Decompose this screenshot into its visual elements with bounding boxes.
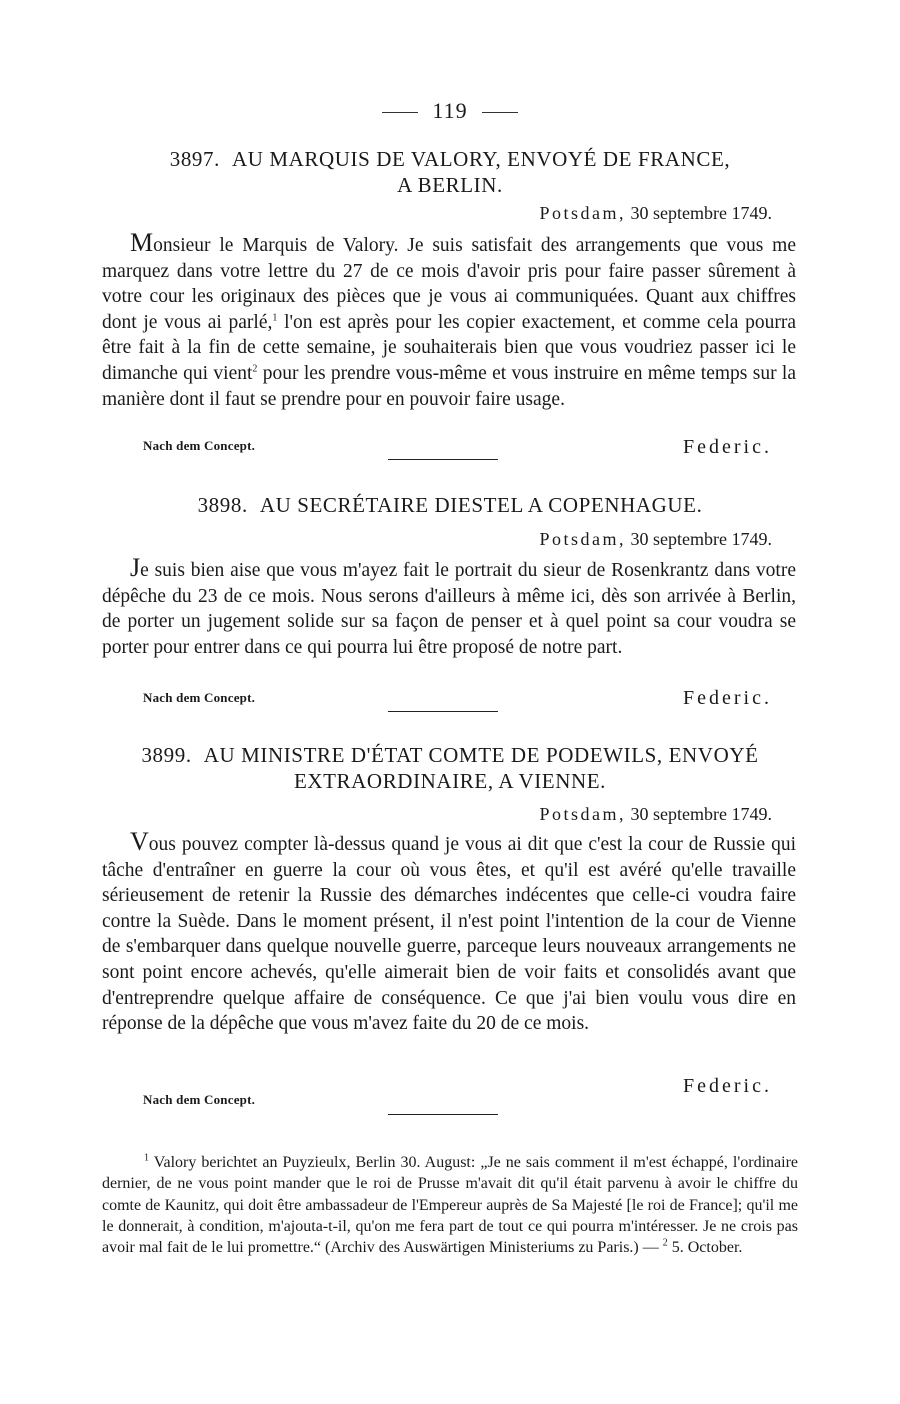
letter-3898-source: Nach dem Concept. bbox=[143, 690, 256, 705]
letter-3897-source: Nach dem Concept. bbox=[143, 438, 256, 453]
letter-number: 3897. bbox=[169, 147, 220, 171]
letter-number: 3898. bbox=[197, 493, 248, 517]
page-number-dash-right bbox=[482, 112, 518, 113]
footnote-marker: 1 bbox=[144, 1152, 149, 1164]
separator-rule bbox=[388, 711, 498, 712]
letter-3899-heading bbox=[100, 742, 800, 794]
footnote-text: 5. October. bbox=[667, 1239, 743, 1257]
letter-3898-signature: Federic. bbox=[683, 687, 772, 709]
letter-3897-heading bbox=[100, 146, 800, 198]
date: 30 septembre 1749. bbox=[630, 529, 772, 549]
letter-3899-source: Nach dem Concept. bbox=[143, 1092, 256, 1107]
letter-3899-dateline bbox=[540, 803, 772, 825]
heading-line: AU MARQUIS DE VALORY, ENVOYÉ DE FRANCE, bbox=[231, 147, 731, 171]
separator-rule bbox=[388, 1114, 498, 1115]
place: Potsdam, bbox=[539, 203, 627, 223]
letter-3897-body: Monsieur le Marquis de Valory. Je suis satisfait des arrangements que vous me marquez dans votre lettre du 27 de ce mois d'avoir pris pour faire passer sûrement à votre cour les originaux des pièces que je vous ai communiquées. Quant aux chiffres dont je vous ai parlé,$^1$ l'on est après pour les copier exactement, et comme cela pourra être fait à la fin de cette semaine, je souhaiterais bien que vous voudriez passer ici le dimanche qui vient$^2$ pour les prendre vous-même et vous instruire en même temps sur la manière dont il faut se prendre pour en pouvoir faire usage. bbox=[102, 228, 797, 410]
letter-3899-body: Vous pouvez compter là-dessus quand je vous ai dit que c'est la cour de Russie qui tâche d'entraîner en guerre la cour où vous êtes, et qu'il est avéré qu'elle travaille sérieusement de retenir la Russie des démarches indécentes que celle-ci voudra faire contre la Suède. Dans le moment présent, il n'est point l'intention de la cour de Vienne de s'embarquer dans quelque nouvelle guerre, parceque leurs nouveaux arrangements ne sont point encore achevés, qu'elle aimerait bien de voir faits et consolidés avant que d'entreprendre quelque affaire de conséquence. Ce que j'ai bien voulu vous dire en réponse de la dépêche que vous m'avez faite du 20 de ce mois. bbox=[102, 827, 796, 1035]
heading-line: AU SECRÉTAIRE DIESTEL A COPENHAGUE. bbox=[259, 493, 703, 517]
letter-number: 3899. bbox=[141, 743, 192, 767]
letter-3899-signature: Federic. bbox=[683, 1075, 772, 1097]
footnote-text: Valory berichtet an Puyzieulx, Berlin 30. August: „Je ne sais comment il m'est échappé, l'ordinaire dernier, de ne vous point mander que le roi de Prusse m'avait dit qu'il était parvenu à avoir le chiffre du comte de Kaunitz, qui doit être ambassadeur de l'Empereur auprès de Sa Majesté [le roi de France]; qu'il me le donnerait, à condition, m'ajouta-t-il, qu'on me fera part de tout ce qui pourra m'intéresser. Je ne crois pas avoir mal fait de le lui promettre.“ (Archiv des Auswärtigen Ministeriums zu Paris.) — bbox=[102, 1154, 798, 1257]
heading-line: A BERLIN. bbox=[397, 173, 503, 197]
letter-3898-dateline bbox=[540, 528, 772, 550]
date: 30 septembre 1749. bbox=[630, 804, 772, 824]
initial-letter: V bbox=[130, 827, 149, 856]
letter-3897-signature: Federic. bbox=[683, 436, 772, 458]
letter-3898-body: Je suis bien aise que vous m'ayez fait le portrait du sieur de Rosenkrantz dans votre dépêche du 23 de ce mois. Nous serons d'ailleurs à même ici, dès son arrivée à Berlin, de porter un jugement solide sur sa façon de penser et à quel point sa cour voudra se porter pour entrer dans ce qui pourra lui être proposé de notre part. bbox=[102, 553, 796, 658]
initial-letter: M bbox=[130, 228, 154, 257]
letter-3898-heading bbox=[100, 492, 800, 518]
place: Potsdam, bbox=[539, 529, 627, 549]
letter-3897-dateline bbox=[540, 202, 772, 224]
heading-line: EXTRAORDINAIRE, A VIENNE. bbox=[293, 769, 607, 793]
footnote-ref[interactable]: 2 bbox=[252, 363, 258, 375]
footnote bbox=[102, 1152, 798, 1258]
footnote-ref[interactable]: 1 bbox=[272, 312, 278, 324]
page-number-dash-left bbox=[382, 112, 418, 113]
separator-rule bbox=[388, 459, 498, 460]
initial-letter: J bbox=[130, 553, 141, 582]
page-number: 119 bbox=[0, 98, 900, 124]
heading-line: AU MINISTRE D'ÉTAT COMTE DE PODEWILS, ENVOYÉ bbox=[203, 743, 759, 767]
place: Potsdam, bbox=[539, 804, 627, 824]
footnote-marker: 2 bbox=[662, 1237, 668, 1249]
date: 30 septembre 1749. bbox=[630, 203, 772, 223]
